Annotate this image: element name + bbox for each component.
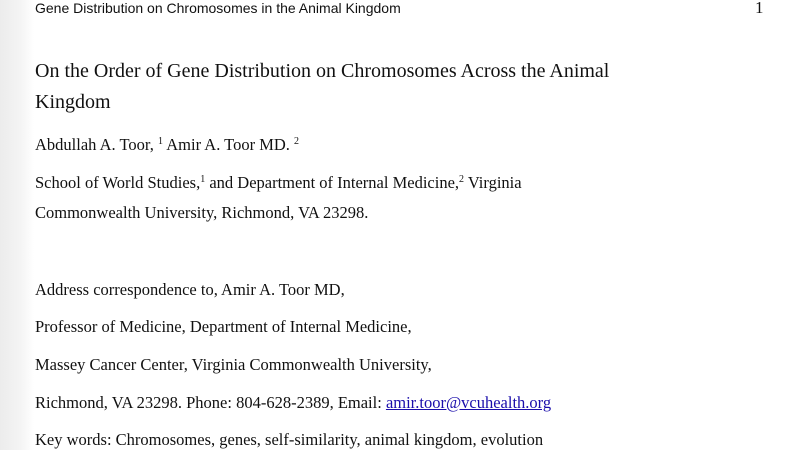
- author-name: Amir A. Toor MD.: [166, 135, 290, 154]
- contact-text: Richmond, VA 23298. Phone: 804-628-2389, Email:: [35, 393, 382, 412]
- affiliation-text: School of World Studies,: [35, 173, 201, 192]
- author-line: [35, 135, 299, 155]
- affiliation-text: and Department of Internal Medicine,: [209, 173, 460, 192]
- correspondence-line: Address correspondence to, Amir A. Toor MD,: [35, 280, 345, 299]
- correspondence-line: Professor of Medicine, Department of Internal Medicine,: [35, 317, 412, 336]
- affiliation-text: Virginia: [467, 173, 522, 192]
- affiliation-line: [35, 173, 522, 193]
- affiliation-marker: 2: [294, 136, 300, 147]
- author-name: Abdullah A. Toor,: [35, 135, 154, 154]
- paper-title: On the Order of Gene Distribution on Chromosomes Across the Animal Kingdom: [35, 60, 610, 113]
- affiliation-marker: 1: [200, 174, 206, 185]
- affiliation-marker: 2: [459, 174, 465, 185]
- affiliation-marker: 1: [158, 136, 164, 147]
- affiliation-line-2: Commonwealth University, Richmond, VA 23298.: [35, 203, 369, 222]
- keywords-line: Key words: Chromosomes, genes, self-similarity, animal kingdom, evolution: [35, 430, 544, 449]
- running-head: Gene Distribution on Chromosomes in the Animal Kingdom: [35, 0, 401, 16]
- page-number: 1: [755, 0, 764, 17]
- correspondence-contact-line: [35, 393, 551, 413]
- email-link[interactable]: amir.toor@vcuhealth.org: [385, 393, 552, 412]
- correspondence-line: Massey Cancer Center, Virginia Commonwealth University,: [35, 355, 432, 374]
